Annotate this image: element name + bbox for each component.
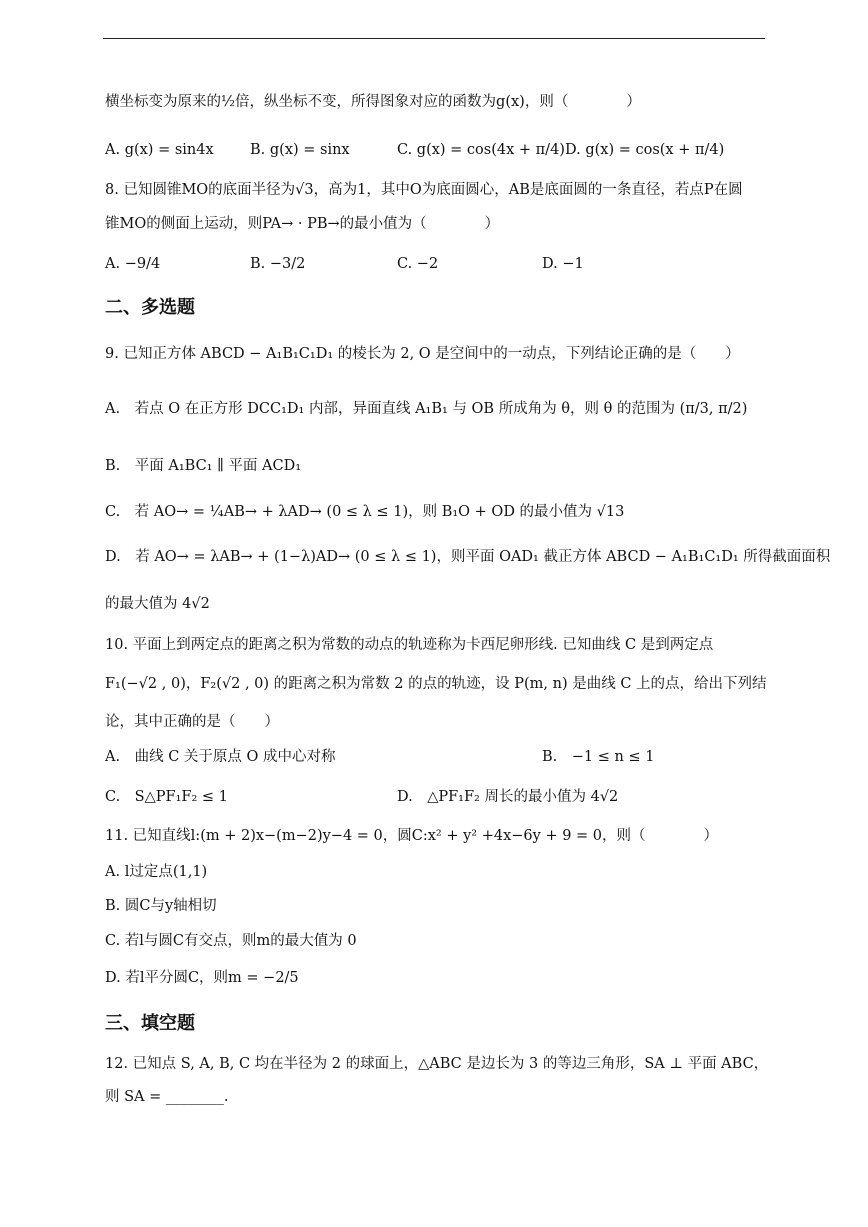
q7-stem-continued: 横坐标变为原来的½倍，纵坐标不变，所得图象对应的函数为g(x)，则（ ）: [105, 94, 641, 110]
q10-stem-line3: 论，其中正确的是（ ）: [105, 714, 279, 730]
q11-option-b: B. 圆C与y轴相切: [105, 898, 217, 914]
q7-option-a: A. g(x) = sin4x: [105, 142, 214, 158]
q11-option-d: D. 若l平分圆C，则m = −2/5: [105, 970, 299, 986]
q7-option-b: B. g(x) = sinx: [250, 142, 350, 158]
q10-option-c: C. S△PF₁F₂ ≤ 1: [105, 789, 228, 805]
q10-stem-line1: 10. 平面上到两定点的距离之积为常数的动点的轨迹称为卡西尼卵形线. 已知曲线 C 是到两定点: [105, 637, 714, 653]
q11-stem: 11. 已知直线l:(m + 2)x−(m−2)y−4 = 0，圆C:x² + y² +4x−6y + 9 = 0，则（ ）: [105, 828, 719, 844]
q8-option-d: D. −1: [542, 256, 584, 272]
q9-option-a: A. 若点 O 在正方形 DCC₁D₁ 内部，异面直线 A₁B₁ 与 OB 所成角为 θ，则 θ 的范围为 (π/3, π/2): [105, 401, 748, 417]
q10-option-b: B. −1 ≤ n ≤ 1: [542, 749, 655, 765]
section-heading-multiple-choice: 二、多选题: [105, 297, 195, 318]
q8-option-b: B. −3/2: [250, 256, 306, 272]
q8-stem-line1: 8. 已知圆锥MO的底面半径为√3，高为1，其中O为底面圆心，AB是底面圆的一条直径，若点P在圆: [105, 182, 743, 198]
q10-option-d: D. △PF₁F₂ 周长的最小值为 4√2: [397, 789, 619, 805]
header-rule: [103, 38, 765, 39]
q9-option-b: B. 平面 A₁BC₁ ∥ 平面 ACD₁: [105, 458, 302, 474]
q8-option-a: A. −9/4: [105, 256, 161, 272]
q7-option-d: D. g(x) = cos(x + π/4): [565, 142, 725, 158]
q9-option-c: C. 若 AO→ = ¼AB→ + λAD→ (0 ≤ λ ≤ 1)，则 B₁O + OD 的最小值为 √13: [105, 504, 625, 520]
q9-option-d: D. 若 AO→ = λAB→ + (1−λ)AD→ (0 ≤ λ ≤ 1)，则平面 OAD₁ 截正方体 ABCD − A₁B₁C₁D₁ 所得截面面积: [105, 549, 831, 565]
q9-option-d-continued: 的最大值为 4√2: [105, 596, 210, 612]
q12-stem-line2: 则 SA = ________.: [105, 1089, 229, 1105]
q7-option-c: C. g(x) = cos(4x + π/4): [397, 142, 565, 158]
q12-stem-line1: 12. 已知点 S, A, B, C 均在半径为 2 的球面上，△ABC 是边长为 3 的等边三角形，SA ⊥ 平面 ABC，: [105, 1056, 769, 1072]
q8-option-c: C. −2: [397, 256, 439, 272]
q10-option-a: A. 曲线 C 关于原点 O 成中心对称: [105, 749, 336, 765]
q11-option-c: C. 若l与圆C有交点，则m的最大值为 0: [105, 933, 357, 949]
q10-stem-line2: F₁(−√2 , 0)，F₂(√2 , 0) 的距离之积为常数 2 的点的轨迹，设 P(m, n) 是曲线 C 上的点，给出下列结: [105, 676, 767, 692]
q9-stem: 9. 已知正方体 ABCD − A₁B₁C₁D₁ 的棱长为 2, O 是空间中的一动点，下列结论正确的是（ ）: [105, 346, 740, 362]
section-heading-fill-in: 三、填空题: [105, 1013, 195, 1034]
q8-stem-line2: 锥MO的侧面上运动，则PA→ · PB→的最小值为（ ）: [105, 216, 500, 232]
q11-option-a: A. l过定点(1,1): [105, 864, 208, 880]
